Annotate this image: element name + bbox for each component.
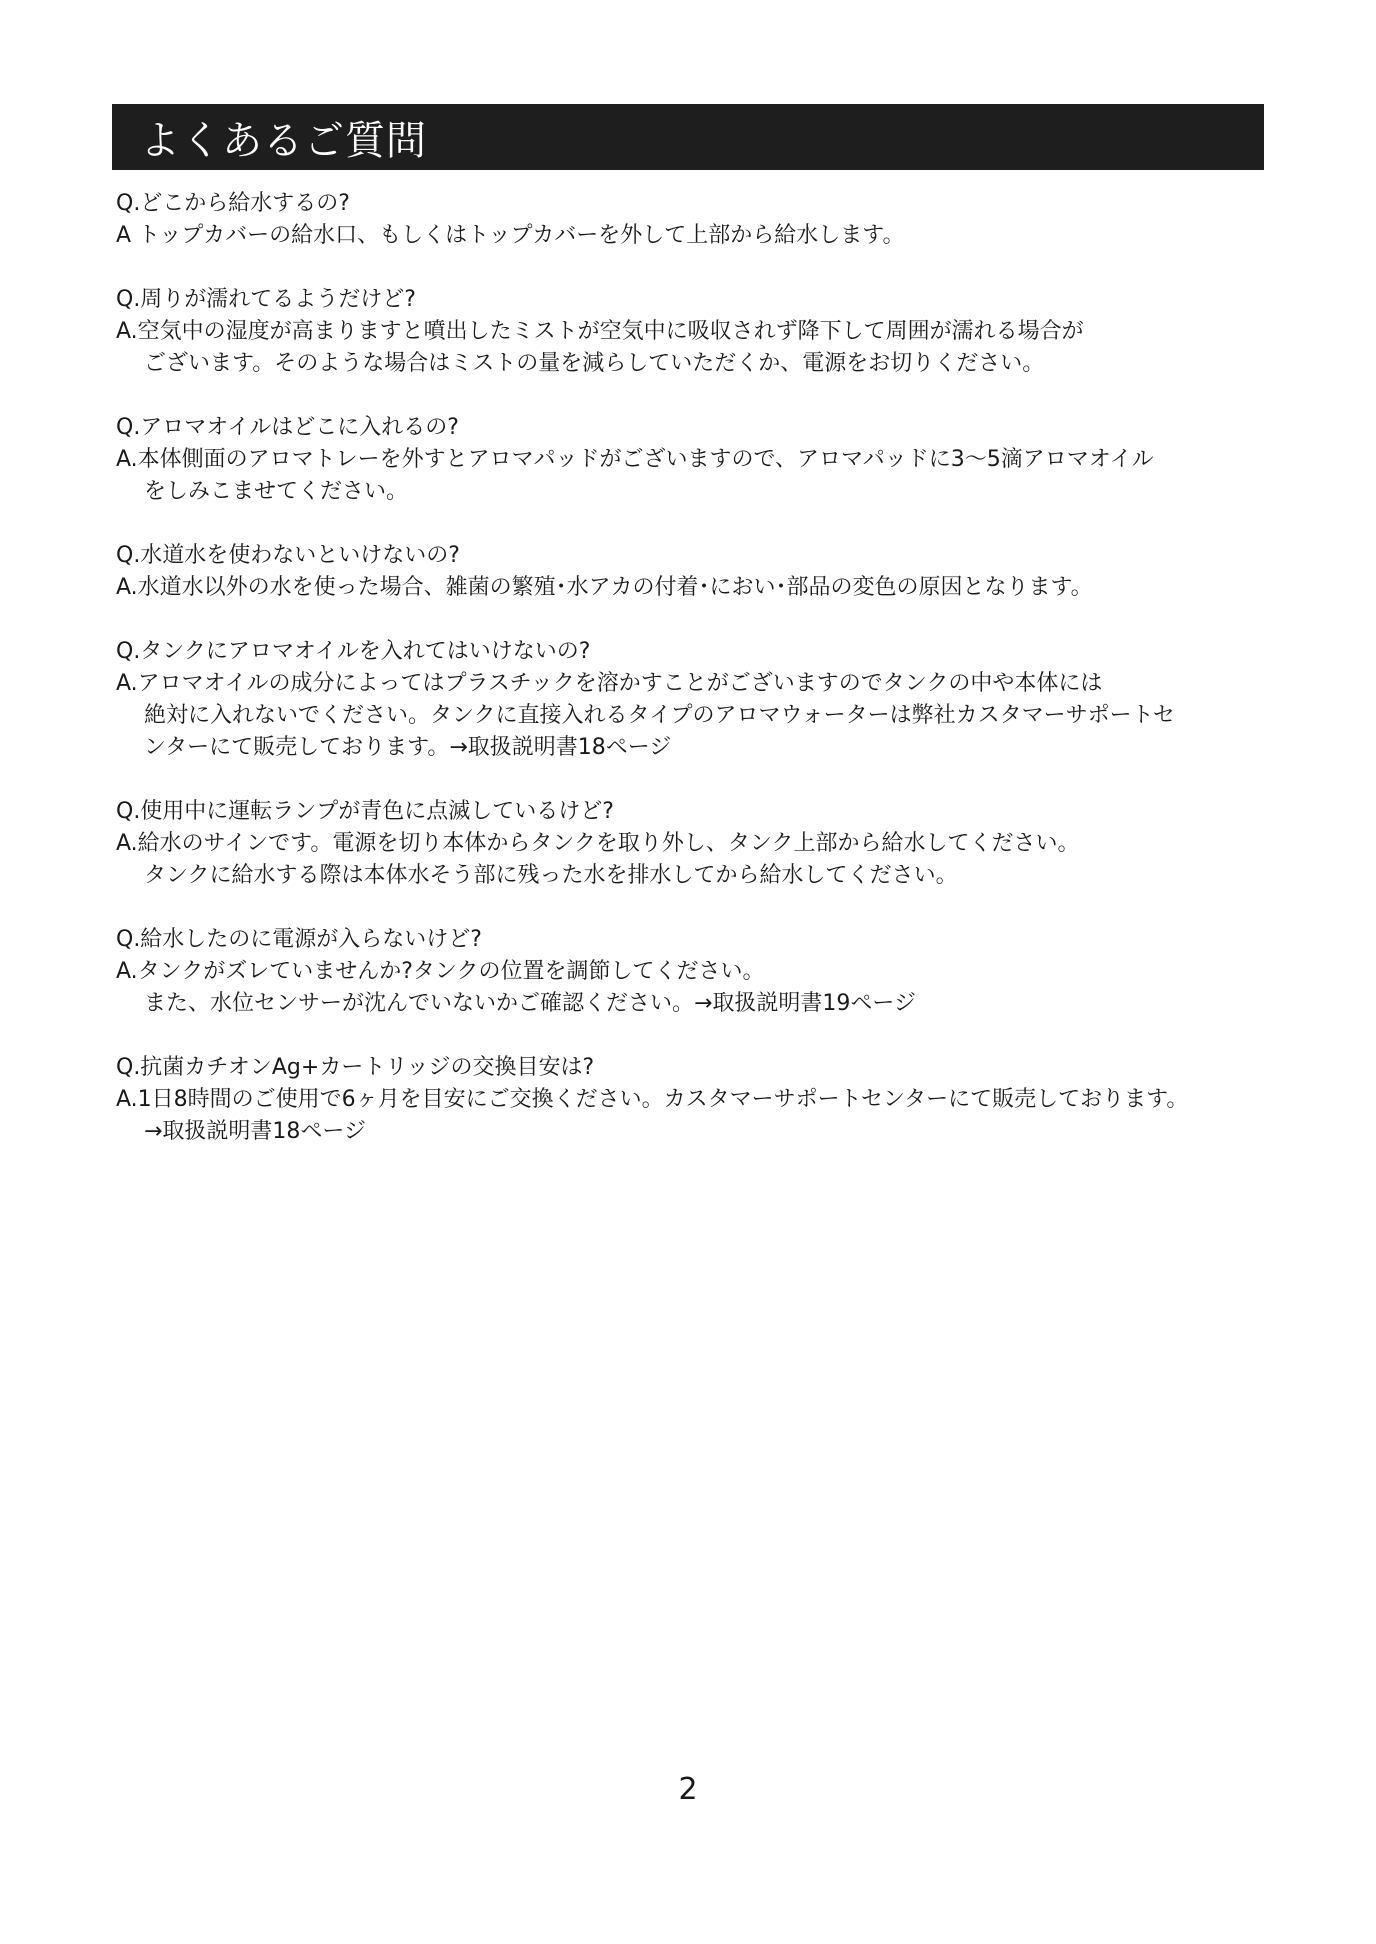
faq-answer-line: →取扱説明書18ページ [144,1119,366,1144]
faq-question: Q.水道水を使わないといけないの? [116,543,460,568]
faq-answer-line: ございます。そのような場合はミストの量を減らしていただくか、電源をお切りください。 [144,351,1045,376]
faq-item [116,284,1266,380]
faq-question: Q.抗菌カチオンAg+カートリッジの交換目安は? [116,1055,595,1080]
faq-answer-line: A.本体側面のアロマトレーを外すとアロマパッドがございますので、アロマパッドに3～5滴アロマオイル [116,447,1154,472]
faq-answer-line: をしみこませてください。 [144,479,409,504]
faq-answer-line: A.空気中の湿度が高まりますと噴出したミストが空気中に吸収されず降下して周囲が濡れる場合が [116,319,1084,344]
faq-answer-line: 絶対に入れないでください。タンクに直接入れるタイプのアロマウォーターは弊社カスタマーサポートセ [144,703,1175,728]
faq-item [116,636,1266,764]
faq-item [116,1052,1266,1148]
faq-question: Q.アロマオイルはどこに入れるの? [116,415,459,440]
faq-answer-line: A.1日8時間のご使用で6ヶ月を目安にご交換ください。カスタマーサポートセンターにて販売しております。 [116,1087,1189,1112]
faq-answer-line: A.給水のサインです。電源を切り本体からタンクを取り外し、タンク上部から給水してください。 [116,831,1080,856]
faq-answer-line: また、水位センサーが沈んでいないかご確認ください。→取扱説明書19ページ [144,991,916,1016]
faq-question: Q.どこから給水するの? [116,191,350,216]
faq-answer-line: タンクに給水する際は本体水そう部に残った水を排水してから給水してください。 [144,863,958,888]
faq-item [116,924,1266,1020]
faq-answer-line: A.タンクがズレていませんか?タンクの位置を調節してください。 [116,959,765,984]
faq-question: Q.給水したのに電源が入らないけど? [116,927,482,952]
faq-question: Q.タンクにアロマオイルを入れてはいけないの? [116,639,591,664]
faq-question: Q.使用中に運転ランプが青色に点滅しているけど? [116,799,614,824]
faq-answer-line: A.アロマオイルの成分によってはプラスチックを溶かすことがございますのでタンクの中や本体には [116,671,1103,696]
faq-question: Q.周りが濡れてるようだけど? [116,287,416,312]
faq-answer-line: ンターにて販売しております。→取扱説明書18ページ [144,735,672,760]
faq-list [116,188,1266,1180]
faq-answer-line: A トップカバーの給水口、もしくはトップカバーを外して上部から給水します。 [116,223,905,248]
faq-item [116,540,1266,604]
faq-answer-line: A.水道水以外の水を使った場合、雑菌の繁殖･水アカの付着･におい･部品の変色の原因となります。 [116,575,1093,600]
faq-item [116,412,1266,508]
page-title: よくあるご質問 [140,117,427,164]
page-number: 2 [678,1772,698,1807]
section-title-bar [112,104,1264,170]
faq-item [116,188,1266,252]
faq-item [116,796,1266,892]
